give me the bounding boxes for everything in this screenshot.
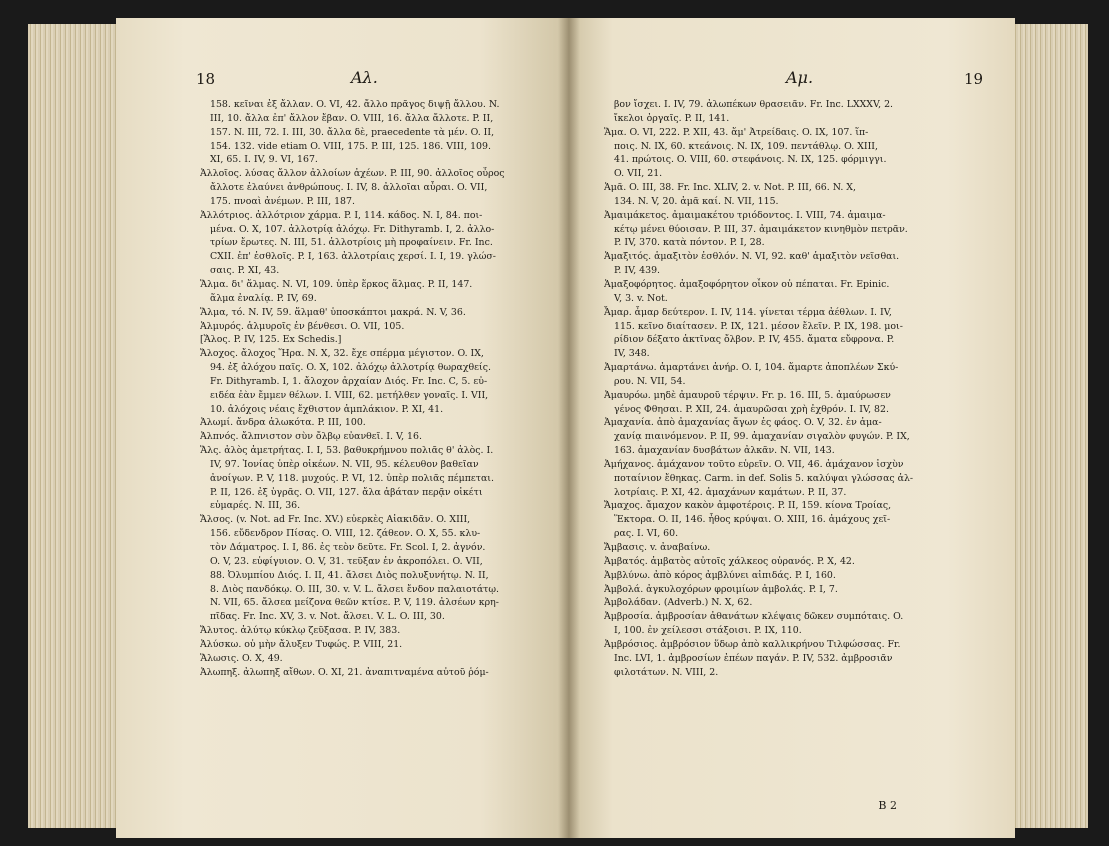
text-line: P. IV, 439. [614, 265, 661, 277]
text-line: Ἁλμυρός. ἁλμυροῖς ἐν βένθεσι. O. VII, 105. [200, 320, 405, 332]
text-line: βον ἴσχει. I. IV, 79. ἀλωπέκων θρασειᾶν. Fr. Inc. LXXXV, 2. [614, 99, 894, 110]
text-line: IV, 97. Ἰονίας ὑπὲρ οἰκέων. N. VII, 95. κέλευθον βαθεῖαν [210, 458, 479, 470]
text-line: 115. κεῖνο διαίτασεν. P. IX, 121. μέσον ἔλεῖν. P. IX, 198. μοι- [614, 320, 903, 332]
text-line: III, 10. ἄλλα ἐπ' ἄλλον ἔβαν. O. VIII, 16. ἄλλα ἄλλοτε. P. II, [210, 112, 494, 124]
text-line: Ἅλμα. δι' ἅλμας. N. VI, 109. ὑπὲρ ἕρκος ἅλμας. P. II, 147. [200, 278, 473, 290]
text-line: 156. εὔδενδρον Πίσας. O. VIII, 12. ζάθεον. O. X, 55. κλυ- [210, 528, 481, 540]
text-line: Ἄλσος. (v. Not. ad Fr. Inc. XV.) εὐερκὲς Αἰακιδᾶν. O. XIII, [200, 514, 471, 526]
text-line: Ἀλπνός. ἄλπνιστον σὺν ὄλβῳ εὐανθεῖ. I. V, 16. [200, 431, 422, 443]
text-line: 158. κεῖναι ἐξ ἄλλαν. O. VI, 42. ἄλλο πρᾶγος διψῇ ἄλλου. N. [210, 99, 500, 110]
text-line: P. IV, 370. κατὰ πόντον. P. I, 28. [614, 237, 765, 249]
text-line: Ἀμαχανία. ἀπὸ ἀμαχανίας ἄγων ἐς φάος. O. V, 32. ἐν ἀμα- [604, 417, 882, 429]
text-line: Ἀμβολάδαν. (Adverb.) N. X, 62. [604, 597, 753, 609]
text-line: Ἆμαρ. ἆμαρ δεύτερον. I. IV, 114. γίνεται τέρμα ἀέθλων. I. IV, [604, 306, 892, 318]
page-number-right: 19 [964, 70, 984, 88]
left-page [116, 18, 571, 838]
running-head-right: Αμ. [786, 68, 814, 87]
text-line: ἅλμα ἐναλίᾳ. P. IV, 69. [210, 292, 317, 304]
text-line: 88. Ὀλυμπίου Διός. I. II, 41. ἄλσει Διὸς πολυξυνήτῳ. N. II, [210, 569, 489, 581]
text-line: λοτρίαις. P. XI, 42. ἀμαχάνων καμάτων. P. II, 37. [614, 486, 847, 498]
text-line: 154. 132. vide etiam O. VIII, 175. P. III, 125. 186. VIII, 109. [210, 140, 491, 152]
text-line: XI, 65. I. IV, 9. VI, 167. [210, 154, 318, 166]
text-line: Ἀμβροσία. ἀμβροσίαν ἀθανάτων κλέψαις δῶκεν συμπόταις. O. [604, 611, 904, 623]
text-line: ἴκελοι ὀργαῖς. P. II, 141. [614, 112, 730, 124]
text-line: N. VII, 65. ἄλσεα μείζονα θεῶν κτίσε. P. V, 119. ἀλσέων κρη- [210, 597, 499, 609]
text-line: Ἕκτορα. O. II, 146. ἦθος κρύψαι. O. XIII, 16. ἀμάχους χεῖ- [614, 514, 891, 526]
running-head-left: Αλ. [351, 68, 378, 87]
text-line: Ἀμήχανος. ἀμάχανον τοῦτο εὑρεῖν. O. VII, 46. ἀμάχανον ἰσχὺν [604, 458, 904, 470]
text-line: CXII. ἐπ' ἐσθλοῖς. P. I, 163. ἀλλοτρίαις χερσί. I. I, 19. γλώσ- [210, 251, 496, 263]
text-line: Ἀλλότριος. ἀλλότριον χάρμα. P. I, 114. κάδος. N. I, 84. ποι- [200, 209, 483, 221]
text-line: φιλοτάτων. N. VIII, 2. [614, 666, 719, 678]
text-line: Ἁμᾶ. O. III, 38. Fr. Inc. XLIV, 2. v. Not. P. III, 66. N. X, [604, 182, 856, 194]
text-line: Ἀμβολά. ἀγκυλοχόρων φροιμίων ἀμβολάς. P. I, 7. [604, 583, 838, 595]
text-line: 94. ἐξ ἀλόχου παῖς. O. X, 102. ἀλόχῳ ἀλλοτρίᾳ θωραχθείς. [210, 362, 491, 374]
text-line: ρου. N. VII, 54. [614, 375, 686, 387]
text-line: V, 3. v. Not. [614, 292, 668, 304]
text-line: P. II, 126. ἐξ ὑγρᾶς. O. VII, 127. ἄλα ἀβάταν περᾷν οἰκέτι [210, 486, 483, 498]
page-edges-right [1013, 24, 1088, 828]
left-page-text [200, 98, 540, 679]
book-gutter [558, 18, 580, 838]
text-line: τρίων ἔρωτες. N. III, 51. ἀλλοτρίοις μὴ προφαίνειν. Fr. Inc. [210, 237, 493, 249]
text-line: 134. N. V, 20. ἁμᾶ καί. N. VII, 115. [614, 195, 779, 207]
page-number-left: 18 [196, 70, 216, 88]
text-line: ποταίνιον ἔθηκας. Carm. in def. Solis 5. καλύψαι γλώσσας ἀλ- [614, 472, 914, 484]
text-line: ἄλλοτε ἐλαύνει ἀνθρώπους. I. IV, 8. ἀλλοῖαι αὖραι. O. VII, [210, 182, 488, 194]
text-line: Inc. LVI, 1. ἀμβροσίων ἐπέων παγάν. P. IV, 532. ἀμβροσιᾶν [614, 652, 893, 664]
text-line: τὸν Δάματρος. I. I, 86. ἐς τεὸν δεῦτε. Fr. Scol. I, 2. ἀγνόν. [210, 542, 486, 553]
text-line: χανίᾳ πιαινόμενον. P. II, 99. ἀμαχανίαν σιγαλὸν φυγών. P. IX, [614, 431, 910, 443]
text-line: μένα. O. X, 107. ἀλλοτρίᾳ ἀλόχῳ. Fr. Dithyramb. I, 2. ἀλλο- [210, 223, 495, 235]
text-line: πῖδας. Fr. Inc. XV, 3. v. Not. ἄλσει. V. L. O. III, 30. [210, 611, 445, 623]
right-page [568, 18, 1015, 838]
text-line: Ἀλλοῖος. λύσας ἄλλον ἀλλοίων ἀχέων. P. III, 90. ἀλλοῖος οὖρος [200, 168, 505, 180]
text-line: Ἄμβασις. v. ἀναβαίνω. [604, 542, 711, 553]
text-line: Ἀμβατός. ἀμβατὸς αὐτοῖς χάλκεος οὐρανός. P. X, 42. [604, 555, 855, 567]
text-line: εὐμαρές. N. III, 36. [210, 500, 301, 512]
text-line: ρίδιον δέξατο ἀκτῖνας ὄλβον. P. IV, 455. ἄματα εὔφρονα. P. [614, 334, 895, 346]
text-line: Ἁμαξιτός. ἁμαξιτὸν ἐσθλόν. N. VI, 92. καθ' ἁμαξιτὸν νεῖσθαι. [604, 251, 900, 263]
text-line: Ἀλωμί. ἄνδρα ἀλωκότα. P. III, 100. [200, 417, 366, 429]
text-line: ποις. N. IX, 60. κτεάνοις. N. IX, 109. πεντάθλῳ. O. XIII, [614, 140, 878, 152]
text-line: ειδέα ἐὰν ἔμμεν θέλων. I. VIII, 62. μετήλθεν γοναῖς. I. VII, [210, 389, 489, 401]
text-line: Ἄλυτος. ἀλύτῳ κύκλῳ ζεῦξασα. P. IV, 383. [200, 625, 401, 637]
text-line: Ἄλοχος. ἄλοχος Ἥρα. N. X, 32. ἔχε σπέρμα μέγιστον. O. IX, [200, 348, 484, 360]
text-line: γένος Φθησαι. P. XII, 24. ἀμαυρῶσαι χρὴ ἐχθρόν. I. IV, 82. [614, 403, 889, 415]
text-line: ἀνοίγων. P. V, 118. μυχούς. P. VI, 12. ὑπὲρ πολιᾶς πέμπεται. [210, 472, 494, 484]
open-book [28, 18, 1088, 838]
text-line: [Ἅλος. P. IV, 125. Ex Schedis.] [200, 334, 342, 346]
text-line: Ἁμαξοφόρητος. ἁμαξοφόρητον οἶκον οὐ πέπαται. Fr. Epinic. [604, 278, 890, 290]
text-line: 41. πρώτοις. O. VIII, 60. στεφάνοις. N. IX, 125. φόρμιγγι. [614, 154, 887, 166]
text-line: Ἅμα. O. VI, 222. P. XII, 43. ἅμ' Ἀτρείδαις. O. IX, 107. ἵπ- [604, 126, 869, 138]
text-line: 8. Διὸς πανδόκῳ. O. III, 30. v. V. L. ἄλσει ἔνδον παλαιοτάτῳ. [210, 583, 499, 595]
text-line: 157. N. III, 72. I. III, 30. ἄλλα δὲ, praecedente τὰ μέν. O. II, [210, 126, 495, 138]
text-line: Ἀμαρτάνω. ἁμαρτάνει ἀνήρ. O. I, 104. ἅμαρτε ἀποπλέων Σκύ- [604, 362, 899, 374]
right-page-text [604, 98, 964, 679]
text-line: Ἀμβλύνω. ἀπὸ κόρος ἀμβλύνει αἰπιδάς. P. I, 160. [604, 569, 836, 581]
text-line: Ἀλωπηξ. ἀλωπηξ αἴθων. O. XI, 21. ἀναπιτναμένα αὐτοῦ ῥόμ- [200, 666, 489, 678]
text-line: 10. ἀλόχοις νέαις ἔχθιστον ἀμπλάκιον. P. XI, 41. [210, 403, 444, 415]
text-line: Ἀλύσκω. οὐ μὴν ἄλυξεν Τυφώς. P. VIII, 21. [200, 638, 403, 650]
text-line: Ἅλωσις. O. X, 49. [200, 652, 283, 664]
text-line: IV, 348. [614, 348, 650, 360]
text-line: ρας. I. VI, 60. [614, 528, 679, 540]
text-line: σαις. P. XI, 43. [210, 265, 280, 277]
text-line: Fr. Dithyramb. I, 1. ἄλοχον ἀρχαίαν Διός. Fr. Inc. C, 5. εὐ- [210, 375, 488, 387]
text-line: Ἄμαχος. ἄμαχον κακὸν ἀμφοτέροις. P. II, 159. κίονα Τροίας, [604, 500, 892, 512]
text-line: Ἀμαυρόω. μηδὲ ἀμαυροῦ τέρψιν. Fr. p. 16. III, 5. ἀμαύρωσεν [604, 389, 891, 401]
text-line: Ἅλς. ἁλὸς ἀμετρήτας. I. I, 53. βαθυκρήμνου πολιᾶς θ' ἁλὸς. I. [200, 445, 494, 457]
text-line: 175. πνοαὶ ἀνέμων. P. III, 187. [210, 195, 355, 207]
text-line: Ἅλμα, τό. N. IV, 59. ἅλμαθ' ὑποσκάπτοι μακρά. N. V, 36. [200, 306, 466, 318]
signature-mark: B 2 [878, 799, 897, 812]
text-line: Ἀμβρόσιος. ἀμβρόσιον ὕδωρ ἀπὸ καλλικρήνου Τιλφώσσας. Fr. [604, 638, 901, 650]
text-line: 163. ἀμαχανίαν δυσβάτων ἀλκᾶν. N. VII, 143. [614, 445, 835, 457]
text-line: κέτῳ μένει θύοισαν. P. III, 37. ἀμαιμάκετον κινηθμὸν πετρᾶν. [614, 223, 908, 235]
page-edges-left [28, 24, 118, 828]
text-line: I, 100. ἐν χείλεσσι στάξοισι. P. IX, 110. [614, 625, 802, 637]
text-line: Ἀμαιμάκετος. ἀμαιμακέτου τριόδοντος. I. VIII, 74. ἀμαιμα- [604, 209, 886, 221]
text-line: O. VII, 21. [614, 168, 663, 180]
text-line: O. V, 23. εὐφίγυιον. O. V, 31. τεῦξαν ἐν ἀκροπόλει. O. VII, [210, 555, 483, 567]
